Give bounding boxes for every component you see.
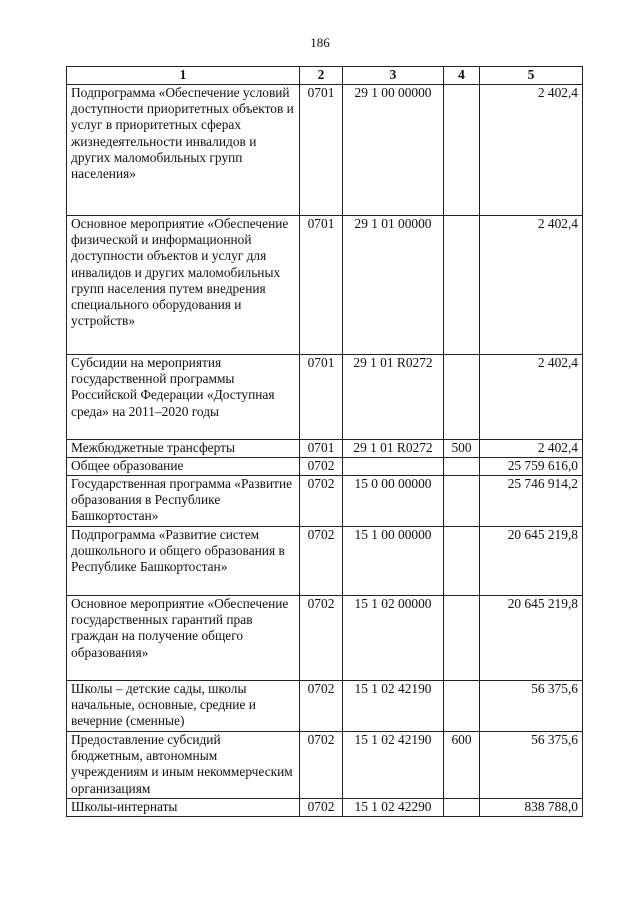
cell-amount: 25 759 616,0: [480, 458, 583, 476]
cell-type: [444, 681, 480, 732]
cell-code: 29 1 00 00000: [343, 85, 444, 216]
cell-section: 0702: [300, 458, 343, 476]
cell-name: Государственная программа «Развитие образования в Республике Башкортостан»: [67, 476, 300, 527]
cell-type: [444, 527, 480, 596]
page-number: 186: [310, 35, 330, 50]
table-row: [67, 596, 583, 681]
cell-section: 0701: [300, 440, 343, 458]
cell-name: Основное мероприятие «Обеспечение физической и информационной доступности объектов и услуг для инвалидов и других маломобильных групп населения путем внедрения специального оборудования и устройств»: [67, 216, 300, 355]
cell-type: 600: [444, 732, 480, 799]
cell-name: Основное мероприятие «Обеспечение государственных гарантий прав граждан на получение общего образования»: [67, 596, 300, 681]
cell-name: Подпрограмма «Развитие систем дошкольного и общего образования в Республике Башкортостан»: [67, 527, 300, 596]
table-row: [67, 732, 583, 799]
cell-section: 0701: [300, 216, 343, 355]
cell-type: [444, 216, 480, 355]
cell-code: 15 1 02 42290: [343, 799, 444, 817]
cell-code: 29 1 01 R0272: [343, 355, 444, 440]
column-header: 5: [480, 67, 583, 85]
cell-section: 0702: [300, 681, 343, 732]
cell-code: 15 1 02 00000: [343, 596, 444, 681]
table-row: [67, 355, 583, 440]
cell-section: 0702: [300, 799, 343, 817]
cell-type: [444, 355, 480, 440]
cell-type: [444, 458, 480, 476]
cell-amount: 2 402,4: [480, 440, 583, 458]
cell-type: [444, 85, 480, 216]
cell-section: 0702: [300, 527, 343, 596]
cell-amount: 20 645 219,8: [480, 596, 583, 681]
budget-table: [66, 66, 583, 817]
cell-type: 500: [444, 440, 480, 458]
table-row: [67, 440, 583, 458]
cell-name: Школы-интернаты: [67, 799, 300, 817]
cell-name: Общее образование: [67, 458, 300, 476]
cell-code: 15 1 02 42190: [343, 681, 444, 732]
cell-amount: 20 645 219,8: [480, 527, 583, 596]
column-header: 1: [67, 67, 300, 85]
table-header-row: [67, 67, 583, 85]
cell-amount: 25 746 914,2: [480, 476, 583, 527]
cell-code: 29 1 01 R0272: [343, 440, 444, 458]
table-row: [67, 527, 583, 596]
cell-section: 0701: [300, 355, 343, 440]
table-row: [67, 216, 583, 355]
column-header: 2: [300, 67, 343, 85]
cell-type: [444, 476, 480, 527]
cell-amount: 56 375,6: [480, 681, 583, 732]
column-header: 3: [343, 67, 444, 85]
cell-name: Межбюджетные трансферты: [67, 440, 300, 458]
cell-code: 15 1 02 42190: [343, 732, 444, 799]
column-header: 4: [444, 67, 480, 85]
cell-amount: 2 402,4: [480, 85, 583, 216]
table-row: [67, 458, 583, 476]
table-row: [67, 799, 583, 817]
cell-section: 0702: [300, 476, 343, 527]
cell-code: 15 1 00 00000: [343, 527, 444, 596]
cell-type: [444, 596, 480, 681]
cell-section: 0702: [300, 596, 343, 681]
cell-code: 29 1 01 00000: [343, 216, 444, 355]
cell-name: Предоставление субсидий бюджетным, автономным учреждениям и иным некоммерческим организациям: [67, 732, 300, 799]
cell-amount: 2 402,4: [480, 216, 583, 355]
cell-name: Субсидии на мероприятия государственной программы Российской Федерации «Доступная среда» на 2011–2020 годы: [67, 355, 300, 440]
cell-code: 15 0 00 00000: [343, 476, 444, 527]
cell-name: Подпрограмма «Обеспечение условий доступности приоритетных объектов и услуг в приоритетных сферах жизнедеятельности инвалидов и других маломобильных групп населения»: [67, 85, 300, 216]
cell-amount: 56 375,6: [480, 732, 583, 799]
table-row: [67, 85, 583, 216]
table-row: [67, 476, 583, 527]
cell-type: [444, 799, 480, 817]
cell-amount: 2 402,4: [480, 355, 583, 440]
table-row: [67, 681, 583, 732]
cell-code: [343, 458, 444, 476]
cell-section: 0702: [300, 732, 343, 799]
cell-section: 0701: [300, 85, 343, 216]
cell-name: Школы – детские сады, школы начальные, основные, средние и вечерние (сменные): [67, 681, 300, 732]
cell-amount: 838 788,0: [480, 799, 583, 817]
